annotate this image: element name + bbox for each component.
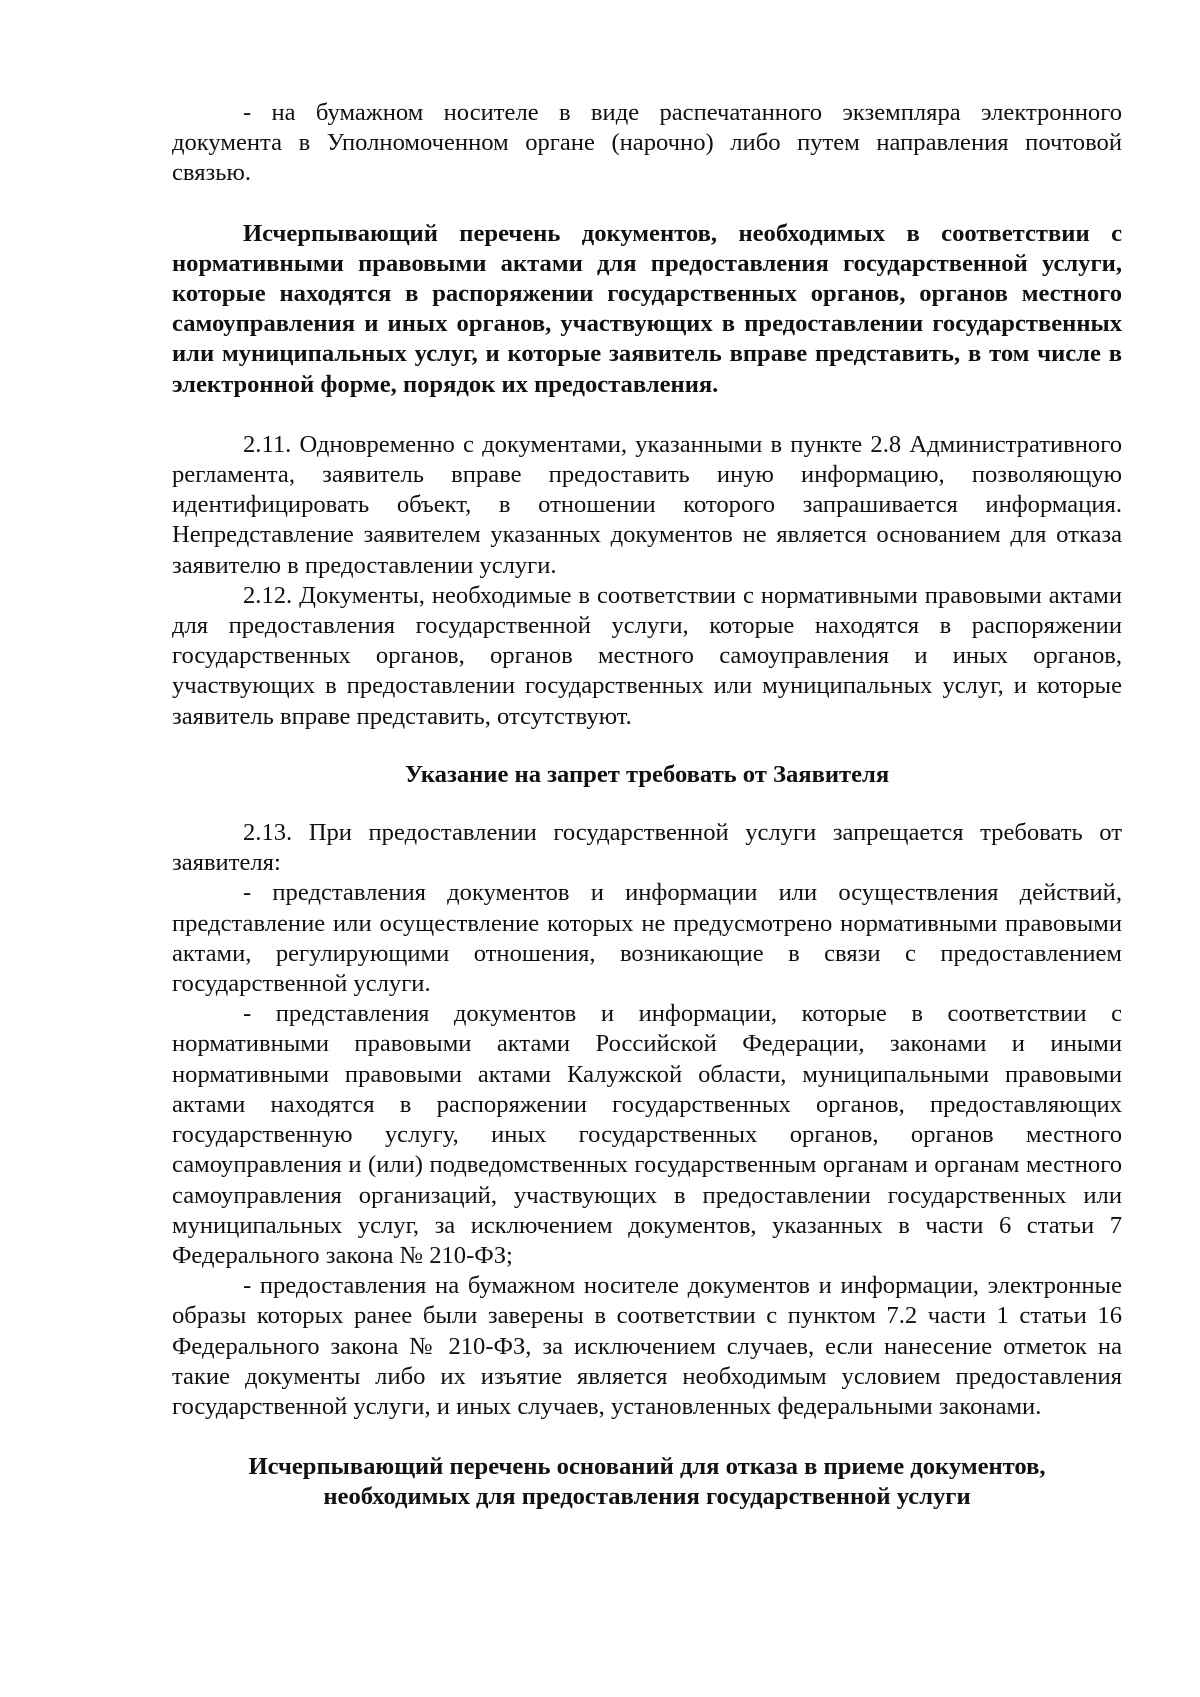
heading-prohibition: Указание на запрет требовать от Заявителя [404, 760, 890, 788]
paragraph-2-13: 2.13. При предоставлении государственной услуги запрещается требовать от заявителя: [172, 819, 1122, 877]
heading-refusal-line-2: необходимых для предоставления государственной услуги [323, 1483, 971, 1511]
list-item-documents: - представления документов и информации, которые в соответствии с нормативными правовыми актами Российской Федерации, законами и иными нормативными правовыми актами Калужской области, муниципальными правовыми актами находятся в распоряжении государственных органов, предоставляющих государственную услугу, иных государственных органов, органов местного самоуправления и (или) подведомственных государственным органам и органам местного самоуправления организаций, участвующих в предоставлении государственных или муниципальных услуг, за исключением документов, указанных в части 6 статьи 7 Федерального закона № 210-ФЗ; [172, 1000, 1122, 1269]
list-item-paper-documents: - предоставления на бумажном носителе документов и информации, электронные образы которых ранее были заверены в соответствии с пунктом 7.2 части 1 статьи 16 Федерального закона № 210-ФЗ, за исключением случаев, если нанесение отметок на такие документы либо их изъятие является необходимым условием предоставления государственной услуги, и иных случаев, установленных федеральными законами. [172, 1272, 1122, 1420]
list-item-actions: - представления документов и информации или осуществления действий, представление или осуществление которых не предусмотрено нормативными правовыми актами, регулирующими отношения, возникающие в связи с предоставлением государственной услуги. [172, 879, 1122, 998]
heading-documents-list: Исчерпывающий перечень документов, необходимых в соответствии с нормативными правовыми актами для предоставления государственной услуги, которые находятся в распоряжении государственных органов, органов местного самоуправления и иных органов, участвующих в предоставлении государственных или муниципальных услуг, и которые заявитель вправе представить, в том числе в электронной форме, порядок их предоставления. [172, 219, 1122, 398]
paragraph-paper-delivery: - на бумажном носителе в виде распечатанного экземпляра электронного документа в Уполномоченном органе (нарочно) либо путем направления почтовой связью. [172, 99, 1122, 187]
paragraph-2-12: 2.12. Документы, необходимые в соответствии с нормативными правовыми актами для предоставления государственной услуги, которые находятся в распоряжении государственных органов, органов местного самоуправления и иных органов, участвующих в предоставлении государственных или муниципальных услуг, и которые заявитель вправе представить, отсутствуют. [172, 581, 1122, 730]
paragraph-2-11: 2.11. Одновременно с документами, указанными в пункте 2.8 Административного регламента, заявитель вправе предоставить иную информацию, позволяющую идентифицировать объект, в отношении которого запрашивается информация. Непредставление заявителем указанных документов не является основанием для отказа заявителю в предоставлении услуги. [172, 430, 1122, 579]
heading-refusal-line-1: Исчерпывающий перечень оснований для отказа в приеме документов, [248, 1453, 1046, 1481]
document-page [172, 98, 1122, 1513]
